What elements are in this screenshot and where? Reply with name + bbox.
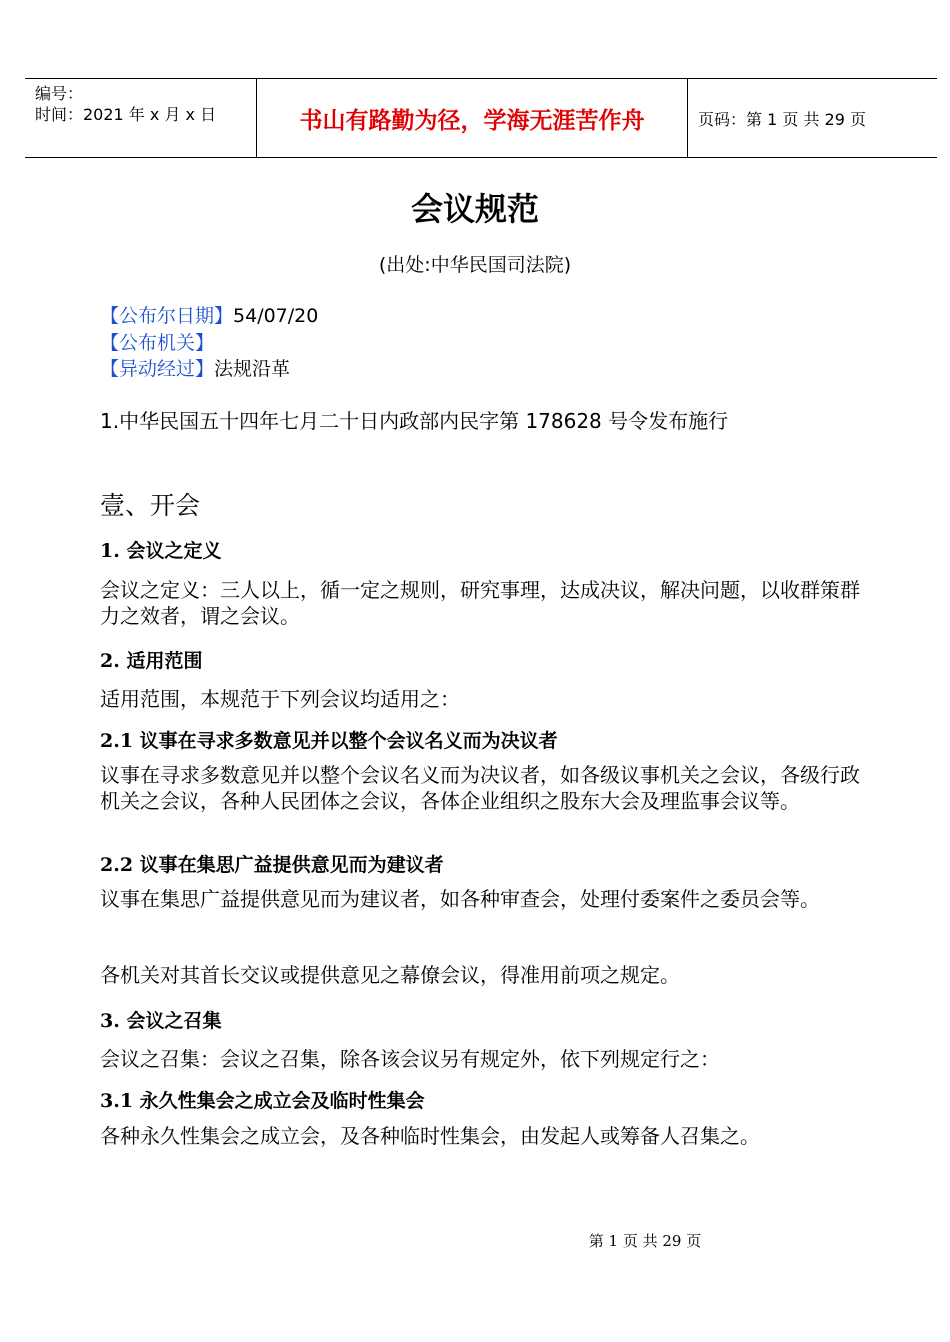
- document-source: (出处:中华民国司法院): [378, 254, 572, 276]
- heading-scope: 2. 适用范围: [100, 650, 203, 672]
- header-info-cell: [25, 79, 257, 157]
- paragraph-3-1: 各种永久性集会之成立会，及各种临时性集会，由发起人或筹备人召集之。: [100, 1124, 760, 1148]
- heading-2-1: 2.1 议事在寻求多数意见并以整个会议名义而为决议者: [100, 730, 558, 752]
- time-label: 时间：2021 年 x 月 x 日: [35, 105, 217, 124]
- heading-3-1: 3.1 永久性集会之成立会及临时性集会: [100, 1090, 425, 1112]
- meta-change: [100, 356, 290, 382]
- section-title: 壹、开会: [100, 491, 201, 520]
- paragraph-2-2: 议事在集思广益提供意见而为建议者，如各种审查会，处理付委案件之委员会等。: [100, 887, 820, 911]
- meta-agency-key: 【公布机关】: [100, 332, 215, 354]
- heading-definition: 1. 会议之定义: [100, 540, 222, 562]
- page-header: [25, 78, 937, 158]
- heading-2-2: 2.2 议事在集思广益提供意见而为建议者: [100, 854, 444, 876]
- meta-date: [100, 303, 318, 329]
- meta-agency: [100, 330, 214, 356]
- page-footer: 第 1 页 共 29 页: [588, 1232, 702, 1250]
- heading-convening: 3. 会议之召集: [100, 1010, 222, 1032]
- paragraph-convening: 会议之召集：会议之召集，除各该会议另有规定外，依下列规定行之：: [100, 1047, 720, 1071]
- header-motto-cell: [257, 79, 688, 157]
- page-info: 页码：第 1 页 共 29 页: [698, 109, 866, 129]
- document-title: 会议规范: [410, 190, 539, 228]
- number-label: 编号：: [35, 84, 84, 103]
- paragraph-2-2b: 各机关对其首长交议或提供意见之幕僚会议，得准用前项之规定。: [100, 963, 680, 987]
- meta-change-key: 【异动经过】: [100, 358, 215, 380]
- meta-date-key: 【公布尔日期】: [100, 305, 234, 327]
- meta-date-value: 54/07/20: [233, 305, 319, 327]
- meta-change-value: 法规沿革: [214, 358, 291, 380]
- header-page-cell: [688, 79, 937, 157]
- paragraph-definition: 会议之定义：三人以上，循一定之规则，研究事理，达成决议，解决问题，以收群策群力之效者，谓之会议。: [100, 578, 860, 628]
- motto: 书山有路勤为径，学海无涯苦作舟: [299, 107, 645, 134]
- paragraph-2-1: 议事在寻求多数意见并以整个会议名义而为决议者，如各级议事机关之会议，各级行政机关之会议，各种人民团体之会议，各体企业组织之股东大会及理监事会议等。: [100, 763, 860, 813]
- history-item: 1.中华民国五十四年七月二十日内政部内民字第 178628 号令发布施行: [100, 409, 729, 433]
- paragraph-scope: 适用范围，本规范于下列会议均适用之：: [100, 687, 460, 711]
